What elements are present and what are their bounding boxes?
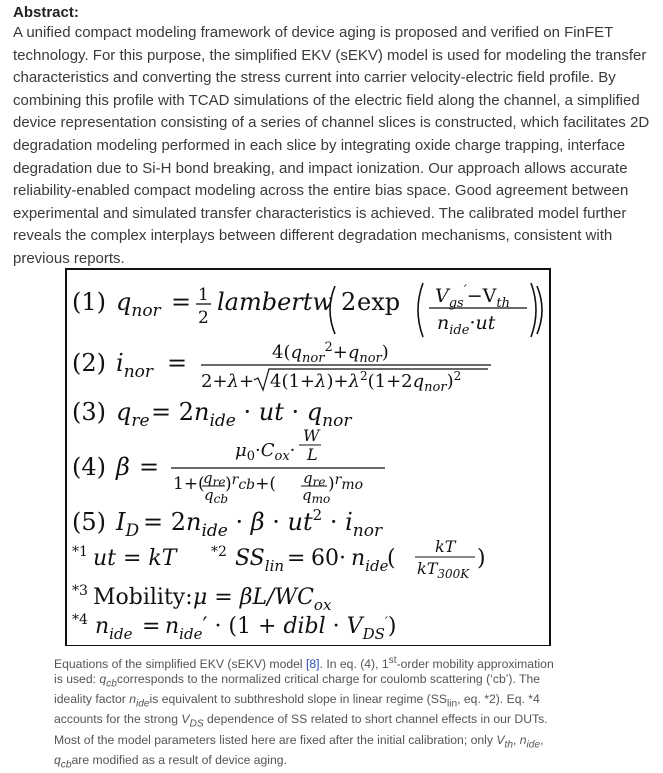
abstract-heading: Abstract:	[13, 4, 79, 21]
svg-text:): )	[477, 546, 486, 571]
note-4	[72, 612, 396, 643]
svg-text:ut = kT: ut = kT	[93, 546, 177, 571]
svg-text:SSlin: $SS_{lin}$	[235, 546, 285, 575]
svg-text:qre: $q_{re}$	[203, 469, 226, 489]
svg-text:4(qnor2+qnor): $4(q_{nor}^2+q_{nor})$	[272, 340, 389, 366]
equation-1	[72, 283, 542, 338]
note2-mark: *2	[211, 544, 227, 560]
svg-text:W: W	[303, 426, 320, 445]
svg-text:=: =	[142, 614, 161, 639]
svg-text:μ0·Cox·: $\mu_0\cdot C_{ox}\cdot$	[235, 440, 296, 464]
eq5-label: (5)	[72, 508, 106, 536]
svg-text:(: (	[387, 546, 396, 571]
equation-4	[72, 426, 385, 506]
svg-text:2+λ+: 2+λ+	[201, 371, 255, 392]
eq1-label: (1)	[72, 288, 106, 316]
svg-text:nide·ut: $n_{ide}\cdot ut$	[437, 312, 496, 338]
svg-text:·: ·	[339, 546, 346, 571]
mobility-word: Mobility:	[93, 585, 193, 610]
svg-text:μ = βL/WCox: $\mu = \beta L/WC_{ox}$	[193, 585, 332, 614]
svg-text:nide: $n_{ide}$	[95, 614, 133, 643]
equation-2	[72, 340, 491, 395]
figure-caption: Equations of the simplified EKV (sEKV) model [8]. In eq. (4), 1st-order mobility approximation is used: $q_{cb}corresponds$ to the normalized critical charge for coulomb scattering (‘cb’). The ideality factor $n_{ide}is$ equivalent to subthreshold slope in linear regime ($SS_{lin}$, eq. *2). Eq. *4 accounts for the strong $V_{DS}$ dependence of SS related to short channel effects in our DUTs. Most of the model parameters listed here are fixed after the initial calibration; only $V_{th}$, $n_{ide}$, $q_{cb}are$ modified as a result of device aging.	[54, 655, 554, 771]
svg-text:4(1+λ)+λ2(1+2qnor)2: $4(1+\lambda)+\lambda^2(1+2q_{nor})^2$	[270, 369, 462, 395]
note4-mark: *4	[72, 612, 88, 628]
svg-text:=: =	[139, 453, 160, 481]
svg-text:kT300K: $kT_{300K}$	[417, 559, 470, 581]
svg-text:)rcb+(: )$^r_{cb}$+(	[225, 472, 277, 494]
equation-figure	[65, 268, 551, 646]
svg-text:qcb: $q_{cb}$	[204, 486, 229, 506]
svg-text:qre: $q_{re}$	[303, 469, 326, 489]
eq3-label: (3)	[72, 398, 106, 426]
lambertw-func: lambertw	[217, 288, 333, 316]
svg-text:2: 2	[341, 288, 357, 316]
svg-text:= 2nide · β · ut2 · inor: = $2n_{ide} \cdot \beta \cdot ut^2 \cdot i_{nor}$	[143, 506, 383, 541]
svg-text:L: L	[307, 445, 318, 464]
svg-text:β: β	[116, 453, 130, 481]
svg-text:kT: kT	[435, 537, 456, 556]
svg-text:2: 2	[198, 308, 209, 328]
reference-link[interactable]: [8]	[306, 657, 320, 672]
svg-text:1: 1	[198, 285, 209, 305]
svg-text:=: =	[167, 349, 188, 377]
note-3	[72, 583, 332, 614]
svg-text:qmo: $q_{mo}$	[302, 486, 331, 506]
eq2-label: (2)	[72, 349, 106, 377]
svg-text:nide′ · (1 + dibl · VDS′): $n_{ide}' \cdot (1$ + dibl · $V_{DS}'$)	[165, 614, 397, 643]
svg-text:ID: $I_D$	[116, 508, 140, 541]
equation-svg	[67, 270, 551, 646]
svg-text:qre: $q_{re}$	[116, 398, 150, 431]
svg-text:)rmo: )$^r_{mo}$	[328, 472, 364, 494]
sixty-value: 60	[311, 546, 339, 571]
svg-text:Vgs′−Vth: $V_{gs}'-V_{th}$	[435, 283, 510, 311]
equation-5	[72, 506, 383, 541]
svg-text:qnor: $q_{nor}$	[116, 288, 161, 321]
svg-text:= 2nide · ut · qnor: = $2n_{ide}$ · ut · $q_{nor}$	[151, 398, 352, 431]
notes-1-2	[72, 537, 486, 581]
svg-text:=: =	[287, 546, 306, 571]
eq4-label: (4)	[72, 453, 106, 481]
abstract-text: A unified compact modeling framework of device aging is proposed and verified on FinFET technology. For this purpose, the simplified EKV (sEKV) model is used for modeling the transfer characteristics and converting the stress current into carrier velocity-electric field profile. By combining this profile with TCAD simulations of the electric field along the channel, a simplified device representation consisting of a series of channel slices is constructed, which facilitates 2D degradation modeling performed in each slice by integrating oxide charge trapping, interface degradation due to Si-H bond breaking, and impact ionization. Our approach allows accurate reliability-enabled compact modeling across the entire bias space. Good agreement between experimental and simulated transfer characteristics is achieved. The calibrated model further reveals the complex interplays between different degradation mechanisms, consistent with previous reports.	[13, 24, 650, 267]
svg-text:nide: $n_{ide}$	[351, 546, 389, 575]
note3-mark: *3	[72, 583, 88, 599]
exp-func: exp	[357, 288, 401, 316]
note1-mark: *1	[72, 544, 88, 560]
svg-text:1+(: 1+(	[173, 474, 205, 494]
svg-text:=: =	[171, 288, 192, 316]
svg-text:inor: $i_{nor}$	[116, 349, 153, 382]
